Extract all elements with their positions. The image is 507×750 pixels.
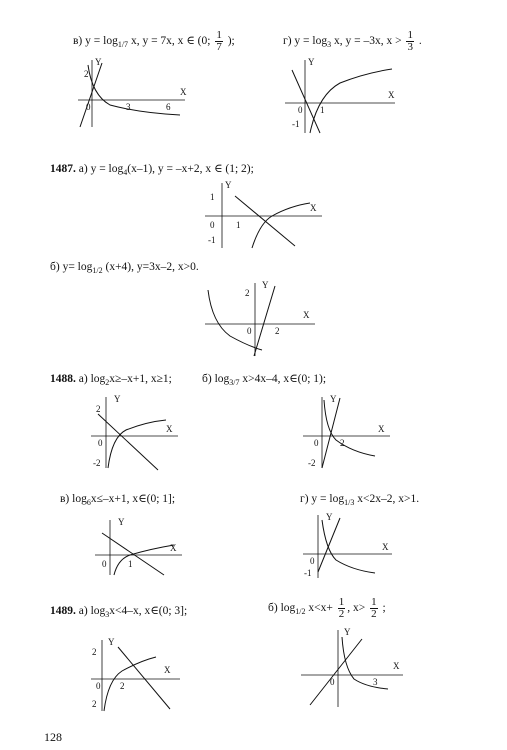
tick-label: -2 [93, 458, 101, 468]
log-curve [208, 290, 262, 350]
formula-text: y = log [90, 163, 124, 175]
x-axis-label: X [166, 424, 173, 434]
problem-1489-b [268, 597, 386, 620]
log-curve [342, 637, 388, 689]
line-graph [235, 196, 295, 246]
x-axis-label: X [393, 661, 400, 671]
graph-1488-g [300, 510, 400, 580]
problem-1488-b [202, 372, 326, 386]
fraction: $\frac{1}{7}$ [216, 29, 222, 53]
item-label: а) [78, 163, 88, 175]
y-axis-label: Y [118, 517, 125, 527]
graph-1487-a [200, 178, 325, 250]
origin-label: 0 [86, 102, 91, 112]
graph-1488-v [92, 515, 192, 577]
problem-number: 1487. [50, 163, 76, 175]
origin-label: 0 [102, 559, 107, 569]
tick-label: 2 [275, 326, 280, 336]
origin-label: 0 [210, 220, 215, 230]
tick-label: 1 [128, 559, 133, 569]
origin-label: 0 [298, 105, 303, 115]
problem-1487-a [50, 162, 254, 176]
formula-text: log [280, 602, 296, 615]
log-curve [310, 69, 392, 133]
tick-label: 3 [373, 677, 378, 687]
formula-text: log [90, 373, 106, 385]
item-label: г) [300, 493, 309, 505]
x-axis-label: X [303, 310, 310, 320]
y-axis-label: Y [262, 280, 269, 290]
log-base: 6 [86, 498, 91, 507]
log-base: 1/3 [344, 498, 355, 507]
problem-1488-g [300, 492, 419, 506]
formula-text: x<2x–2, x>1. [357, 493, 420, 505]
origin-label: 0 [330, 677, 335, 687]
fraction: $\frac{1}{2}$ [371, 596, 377, 620]
formula-text: y= log [62, 261, 93, 273]
fraction: $\frac{1}{2}$ [338, 596, 345, 620]
tick-label: 2 [92, 699, 97, 709]
graph-1489-b [298, 625, 408, 710]
x-axis-label: X [388, 90, 395, 100]
problem-1488-v [60, 492, 175, 506]
tick-label: -1 [292, 119, 300, 129]
log-base: 1/2 [295, 607, 306, 617]
tick-label: 2 [340, 438, 345, 448]
line-graph [102, 533, 164, 575]
x-axis-label: X [180, 87, 187, 97]
y-axis-label: Y [114, 394, 121, 404]
formula-text: , x> [347, 602, 366, 615]
tick-label: 1 [236, 220, 241, 230]
origin-label: 0 [96, 681, 101, 691]
log-curve [114, 545, 174, 575]
x-axis-label: X [310, 203, 317, 213]
formula-text: y = log [85, 35, 118, 48]
graph-1487-b [200, 278, 325, 358]
problem-1487-b [50, 260, 199, 274]
tick-label: 1 [320, 105, 325, 115]
formula-text: log [90, 605, 106, 617]
graph-1486-v [70, 55, 190, 135]
graph-1488-a [88, 392, 183, 472]
tick-label: 2 [245, 288, 250, 298]
formula-text: x, y = –3x, x > [333, 35, 402, 48]
problem-1489-a [50, 604, 187, 618]
graph-1489-a [88, 635, 188, 715]
log-curve [104, 657, 156, 711]
tick-label: 3 [126, 102, 131, 112]
origin-label: 0 [247, 326, 252, 336]
graph-1486-g [280, 55, 400, 135]
tick-label: 2 [84, 69, 89, 79]
log-base: 2 [105, 378, 110, 387]
formula-text: y = log [294, 35, 328, 48]
log-base: 1/2 [92, 266, 103, 275]
tick-label: 2 [96, 404, 101, 414]
graph-1488-b [300, 392, 395, 472]
log-base: 4 [123, 168, 128, 177]
tick-label: 2 [92, 647, 97, 657]
tick-label: 1 [210, 192, 215, 202]
log-base: 3 [327, 40, 332, 50]
tick-label: -1 [208, 235, 216, 245]
log-base: 3/7 [229, 378, 240, 387]
line-graph [118, 647, 170, 709]
line-graph [310, 639, 362, 705]
formula-text: (x+4), y=3x–2, x>0. [105, 261, 199, 273]
problem-1486-v [73, 30, 235, 53]
formula-text: x<x+ [308, 602, 333, 615]
formula-text: x>4x–4, x∈(0; 1); [242, 373, 327, 385]
x-axis-label: X [378, 424, 385, 434]
formula-text: y = log [311, 493, 345, 505]
log-curve [322, 520, 375, 573]
x-axis-label: X [382, 542, 389, 552]
problem-number: 1489. [50, 605, 76, 617]
formula-text: ); [227, 35, 235, 48]
item-label: б) [50, 261, 60, 273]
problem-1488-a [50, 372, 172, 386]
formula-text: (x–1), y = –x+2, x ∈ (1; 2); [127, 163, 254, 175]
origin-label: 0 [314, 438, 319, 448]
formula-text: x≤–x+1, x∈(0; 1]; [90, 493, 176, 505]
x-axis-label: X [170, 543, 177, 553]
tick-label: -2 [308, 458, 316, 468]
log-curve [324, 400, 375, 456]
tick-label: -1 [304, 568, 312, 578]
fraction: $\frac{1}{3}$ [407, 29, 413, 53]
formula-text: . [418, 35, 422, 48]
origin-label: 0 [310, 556, 315, 566]
line-graph [254, 286, 275, 356]
y-axis-label: Y [108, 637, 115, 647]
page-number: 128 [44, 730, 62, 744]
item-label: в) [73, 35, 83, 48]
formula-text: log [214, 373, 230, 385]
formula-text: log [72, 493, 87, 505]
formula-text: x, y = 7x, x ∈ (0; [130, 35, 211, 48]
formula-text: ; [382, 602, 386, 615]
y-axis-label: Y [308, 57, 315, 67]
y-axis-label: Y [326, 512, 333, 522]
item-label: в) [60, 493, 70, 505]
log-curve [252, 203, 310, 248]
formula-text: x≥–x+1, x≥1; [109, 373, 172, 385]
line-graph [318, 518, 340, 572]
item-label: б) [202, 373, 212, 385]
y-axis-label: Y [330, 394, 337, 404]
tick-label: 6 [166, 102, 171, 112]
y-axis-label: Y [225, 180, 232, 190]
item-label: г) [283, 35, 292, 48]
y-axis-label: Y [344, 627, 351, 637]
item-label: б) [268, 602, 278, 615]
x-axis-label: X [164, 665, 171, 675]
log-base: 1/7 [117, 40, 129, 50]
y-axis-label: Y [95, 57, 102, 67]
item-label: а) [78, 605, 88, 617]
origin-label: 0 [98, 438, 103, 448]
item-label: а) [78, 373, 88, 385]
formula-text: x<4–x, x∈(0; 3]; [109, 605, 188, 617]
problem-number: 1488. [50, 373, 76, 385]
tick-label: 2 [120, 681, 125, 691]
log-base: 3 [105, 610, 110, 619]
log-curve [108, 420, 166, 468]
problem-1486-g [283, 30, 422, 53]
